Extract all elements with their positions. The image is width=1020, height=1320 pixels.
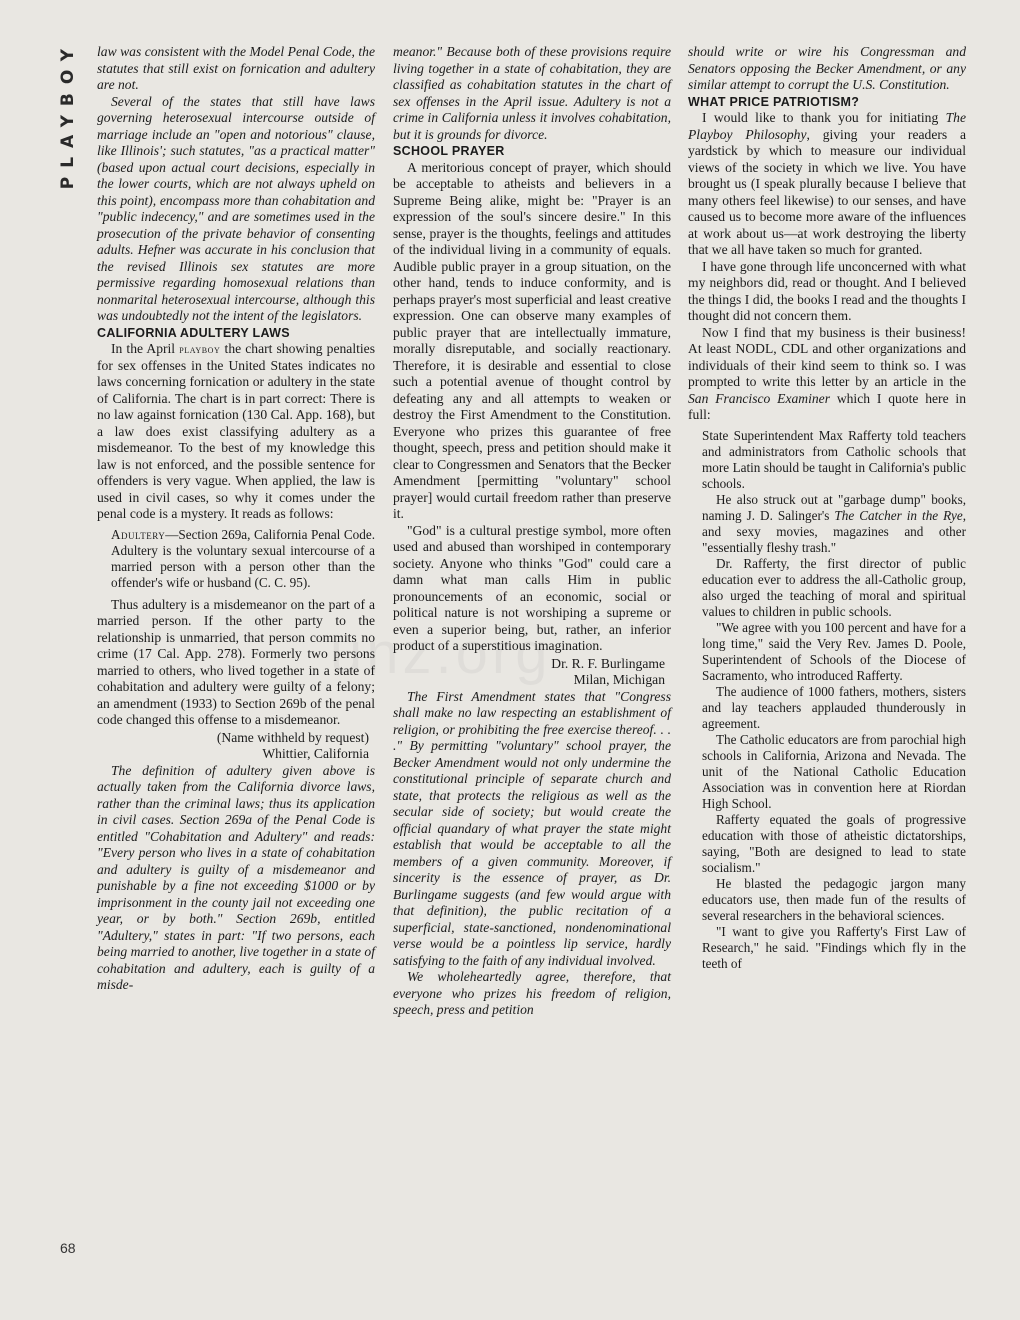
signature-name: (Name withheld by request) <box>216 729 369 745</box>
paragraph: Several of the states that still have laws governing heterosexual intercourse outside of marriage include an "open and notorious" clause, like Illinois'; such statutes, "as a practical matter" (based upon actual court decisions, especially in the lower courts, which are not always upheld on this point), encompass more than cohabitation and "public indecency," and are sometimes used in the prosecution of the private behavior of consenting adults. Hefner was accurate in his conclusion that the revised Illinois sex statutes are more permissive regarding homosexual relations than nonmarital heterosexual intercourse, although this was undoubtedly not the intent of the legislators. <box>97 93 375 323</box>
quote-paragraph: The audience of 1000 fathers, mothers, sisters and lay teachers applauded thunderously in agreement. <box>702 683 966 731</box>
quote-paragraph: "I want to give you Rafferty's First Law of Research," he said. "Findings which fly in the teeth of <box>702 923 966 971</box>
section-heading: SCHOOL PRAYER <box>393 144 505 158</box>
text-run: —Section 269a, California Penal Code. Adultery is the voluntary sexual intercourse of a married person with a person other than the offender's wife or husband (C. C. 95). <box>111 526 375 590</box>
text-run: , and sexy movies, magazines and other "essentially fleshy trash." <box>702 507 966 555</box>
quote-label: Adultery <box>111 526 166 542</box>
masthead <box>56 40 80 200</box>
book-title: The Catcher in the Rye <box>834 507 963 523</box>
title-italic: The Playboy Philosophy <box>688 110 966 142</box>
letter-paragraph <box>688 110 966 259</box>
quote-paragraph: The Catholic educators are from parochial high schools in California, Arizona and Nevada. The unit of the National Catholic Education Association was in convention here at Riordan High School. <box>702 731 966 811</box>
letter-paragraph: A meritorious concept of prayer, which should be acceptable to atheists and believers in a Supreme Being alike, might be: "Prayer is an expression of the soul's sincere desire." In this sense, prayer is the thoughts, feelings and attitudes of the individual living in a community of equals. Audible public prayer in a group situation, on the other hand, tends to induce conformity, and is perhaps prayer's most superficial and least creative expression. One can observe many examples of public prayer that are intellectually immature, morally disreputable, and socially reactionary. Therefore, it is desirable and essential to close such a potential avenue of thought control by defeating any and all attempts to weaken or destroy the First Amendment to the Constitution. Everyone who prizes this guarantee of free thought, speech, press and petition should make it clear to Congressmen and Senators that the Becker Amendment [permitting "voluntary" school prayer] would curtail freedom rather than preserve it. <box>393 159 671 521</box>
quote-paragraph <box>111 527 375 591</box>
text-run: the chart showing penalties for sex offenses in the United States indicates no laws concerning fornication or adultery in the state of California. The chart is in part correct: There is no law against fornication (130 Cal. App. 168), but a law does exist classifying adultery as a misdemeanor. To the best of my knowledge this law is not enforced, and the possible sentence for offenders is very vague. When applied, the law is used in civil cases, so why it comes under the penal code is a mystery. It reads as follows: <box>97 341 375 521</box>
editorial-reply <box>97 763 375 994</box>
text-run: which I quote here in full: <box>688 390 967 422</box>
signature-name: Dr. R. F. Burlingame <box>551 655 665 671</box>
paragraph: The First Amendment states that "Congress shall make no law respecting an establishment of religion, or prohibiting the free exercise thereof. . . ." By permitting "voluntary" school prayer, the Becker Amendment would not only undermine the constitutional principle of separate church and state, that protects the religious as well as the secular side of society; but would create the official quandary of what prayer the state might establish that would be acceptable to all the members of a given community. Moreover, if sincerity is the essence of prayer, as Dr. Burlingame suggests (and few would argue with that definition), the public recitation of a superficial, state-sanctioned, nondenominational verse would be a pointless lip service, hardly satisfying to the faith of any individual involved. <box>393 688 671 968</box>
text-run: In the April <box>111 341 180 356</box>
letter-paragraph <box>688 325 966 424</box>
signature-place: Milan, Michigan <box>573 672 665 687</box>
quote-paragraph: "We agree with you 100 percent and have for a long time," said the Very Rev. James D. Poole, Superintendent of Schools of the Diocese of Sacramento, who introduced Rafferty. <box>702 619 966 683</box>
paragraph: The definition of adultery given above is actually taken from the California divorce laws, rather than the criminal laws; thus its application in civil cases. Section 269a of the Penal Code is entitled "Cohabitation and Adultery" and reads: "Every person who lives in a state of cohabitation and adultery is guilty of a misdemeanor and punishable by a fine not exceeding $1000 or by imprisonment in the county jail not exceeding one year, or by both." Section 269b, entitled "Adultery," states in part: "If two persons, each being married to another, live together in a state of cohabitation and adultery, each is guilty of a misde- <box>97 762 375 992</box>
editorial-reply-continued <box>393 44 671 143</box>
column-2 <box>393 44 671 1019</box>
quote-paragraph <box>702 492 966 556</box>
letter-paragraph: I have gone through life unconcerned with what my neighbors did, read or thought. And I believed the things I did, the books I read and the thoughts I thought did not concern them. <box>688 258 966 323</box>
paragraph: meanor." Because both of these provisions require living together in a state of cohabitation, they are classified as cohabitation statutes in the chart of sex offenses in the April issue. Adultery is not a crime in California unless it involves cohabitation, but it is grounds for divorce. <box>393 44 671 142</box>
section-heading: WHAT PRICE PATRIOTISM? <box>688 94 860 109</box>
editorial-reply-continued <box>97 44 375 325</box>
text-run: , giving your readers a yardstick by which to measure our individual views of the society in which we live. You have brought us (I speak plurally because I believe that many others feel likewise) to our senses, and have caused us to become more aware of the influences at work about us—at work destroying the liberty that we all have taken so much for granted. <box>688 126 966 257</box>
quote-paragraph: State Superintendent Max Rafferty told teachers and administrators from Catholic schools that more Latin should be taught in California's public schools. <box>702 427 966 491</box>
editorial-reply-continued <box>688 44 966 94</box>
letter-paragraph: "God" is a cultural prestige symbol, more often used and abused than worshiped in contemporary society. Anyone who thinks "God" could care a damn what man calls Him in public pronouncements of an economic, social or political nature is not worshiping a supreme or even a superior being, but, rather, an inferior product of a superstitious imagination. <box>393 522 671 653</box>
paragraph: law was consistent with the Model Penal Code, the statutes that still exist on fornication and adultery are not. <box>97 44 375 92</box>
block-quote <box>111 527 375 591</box>
column-1 <box>97 44 375 994</box>
page-number: 68 <box>60 1240 76 1256</box>
magazine-name: playboy <box>179 342 221 356</box>
quote-paragraph: He blasted the pedagogic jargon many educators use, then made fun of the results of several researchers in the behavioral sciences. <box>702 875 966 923</box>
paragraph: We wholeheartedly agree, therefore, that everyone who prizes his freedom of religion, speech, press and petition <box>393 969 671 1017</box>
column-3 <box>688 44 966 978</box>
block-quote <box>702 428 966 972</box>
quote-paragraph: Dr. Rafferty, the first director of public education ever to address the all-Catholic group, also urged the teaching of moral and spiritual values to children in public schools. <box>702 555 966 619</box>
text-run: Now I find that my business is their business! At least NODL, CDL and other organizations and individuals of their kind seem to think so. I was prompted to write this letter by an article in the <box>688 324 966 389</box>
letter-paragraph <box>97 341 375 523</box>
text-run: He also struck out at "garbage dump" books, naming J. D. Salinger's <box>702 491 966 523</box>
letter-paragraph: Thus adultery is a misdemeanor on the part of a married person. If the other party to the relationship is unmarried, that person commits no crime (17 Cal. App. 278). Formerly two persons married to others, who lived together in a state of cohabitation and adultery were guilty of a felony; an amendment (1933) to Section 269b of the penal code changed this offense to a misdemeanor. <box>97 596 375 727</box>
editorial-reply <box>393 689 671 1019</box>
paragraph: should write or wire his Congressman and Senators opposing the Becker Amendment, or any similar attempt to corrupt the U.S. Constitution. <box>688 44 966 92</box>
signature-place: Whittier, California <box>262 746 369 761</box>
masthead-text: PLAYBOY <box>58 40 78 190</box>
quote-paragraph: Rafferty equated the goals of progressive education with those of atheistic dictatorships, saying, "Both are designed to lead to state socialism." <box>702 811 966 875</box>
text-run: I would like to thank you for initiating <box>702 110 946 125</box>
newspaper-title: San Francisco Examiner <box>688 390 830 406</box>
section-heading: CALIFORNIA ADULTERY LAWS <box>97 325 290 340</box>
